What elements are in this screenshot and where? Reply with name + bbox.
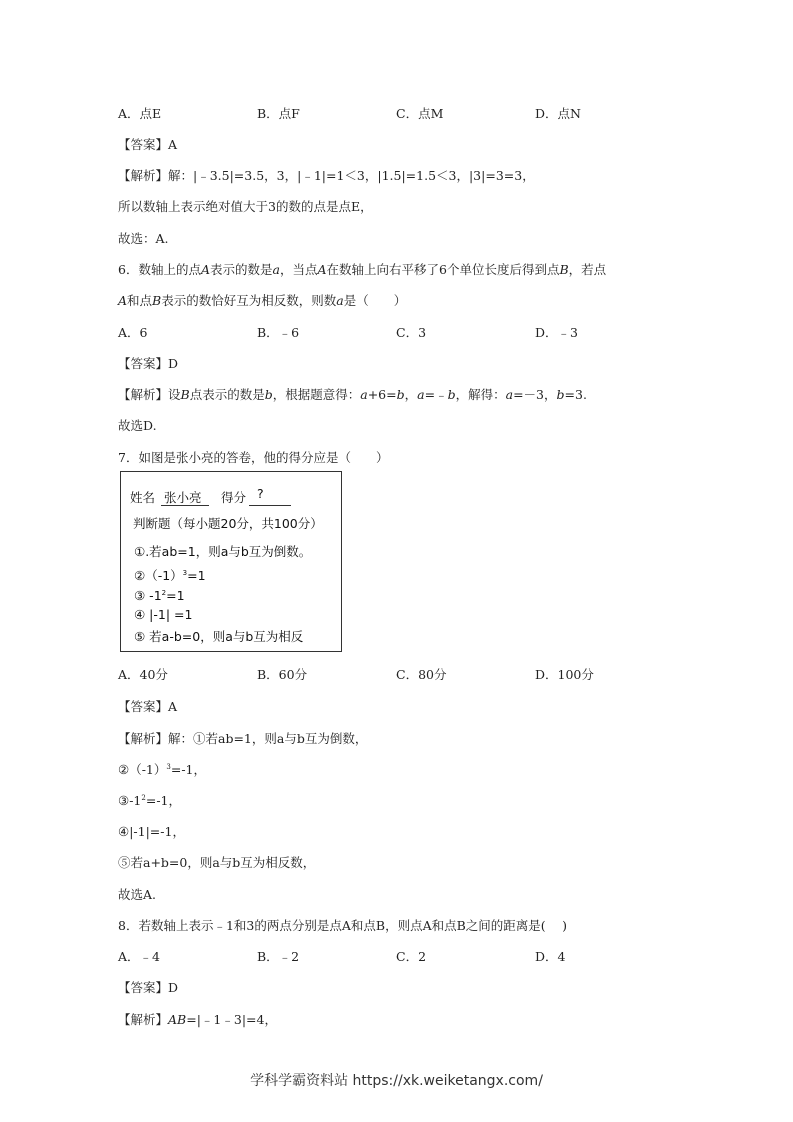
sheet-name-value: 张小亮 bbox=[164, 490, 202, 505]
q8-option-a: A．﹣4 bbox=[118, 949, 160, 964]
q6-var: B bbox=[152, 293, 162, 308]
q7-step-text: =-1， bbox=[145, 793, 182, 808]
q6-var: B bbox=[180, 387, 190, 402]
q6-text: =﹣ bbox=[424, 387, 448, 402]
score-underline bbox=[249, 505, 291, 506]
q6-var: A bbox=[200, 262, 210, 277]
q7-stem: 7．如图是张小亮的答卷，他的得分应是（ ） bbox=[118, 450, 389, 465]
q6-stem-line2 bbox=[118, 291, 406, 309]
q7-step-exponent: 3 bbox=[166, 762, 171, 771]
q6-text: +6= bbox=[367, 387, 397, 402]
q5-analysis: 【解析】解：|﹣3.5|=3.5，3，|﹣1|=1＜3，|1.5|=1.5＜3，|3|=3=3， bbox=[118, 168, 535, 183]
q7-option-a: A．40分 bbox=[118, 667, 168, 682]
q6-text: 在数轴上向右平移了6个单位长度后得到点 bbox=[326, 262, 560, 277]
q5-option-c: C．点M bbox=[396, 106, 444, 121]
q8-var: AB bbox=[168, 1012, 187, 1027]
q6-var: A bbox=[118, 293, 128, 308]
q7-answer: 【答案】A bbox=[118, 699, 178, 714]
q6-var: A bbox=[317, 262, 327, 277]
q7-step-2 bbox=[118, 760, 206, 778]
q6-text: ，根据题意得： bbox=[272, 387, 361, 402]
page-footer: 学科学霸资料站 https://xk.weiketangx.com/ bbox=[250, 1073, 543, 1089]
q5-options bbox=[118, 104, 718, 122]
sheet-score-label: 得分 bbox=[221, 490, 247, 505]
q6-var: a bbox=[505, 387, 514, 402]
q5-option-a: A．点E bbox=[118, 106, 162, 121]
sheet-item-text: ③ -1 bbox=[134, 588, 162, 603]
sheet-item-exponent: 3 bbox=[182, 568, 188, 577]
q8-text: =|﹣1﹣3|=4， bbox=[186, 1012, 277, 1027]
q6-var: a bbox=[336, 293, 344, 308]
q7-step-text: ③-1 bbox=[118, 793, 142, 808]
q6-option-a: A．6 bbox=[118, 325, 148, 340]
q8-option-d: D．4 bbox=[535, 949, 566, 964]
q7-options bbox=[118, 665, 718, 683]
q8-option-b: B．﹣2 bbox=[257, 949, 300, 964]
q6-var: b bbox=[264, 387, 273, 402]
q6-analysis bbox=[118, 385, 587, 403]
q7-option-d: D．100分 bbox=[535, 667, 594, 682]
q6-text: 点表示的数是 bbox=[189, 387, 265, 402]
q6-text: =－3， bbox=[513, 387, 557, 402]
q6-var: b bbox=[556, 387, 565, 402]
q7-option-b: B．60分 bbox=[257, 667, 308, 682]
q8-option-c: C．2 bbox=[396, 949, 427, 964]
q7-option-c: C．80分 bbox=[396, 667, 447, 682]
sheet-item-text: =1 bbox=[187, 568, 206, 583]
q6-var: b bbox=[396, 387, 405, 402]
q8-stem: 8．若数轴上表示﹣1和3的两点分别是点A和点B，则点A和点B之间的距离是( ) bbox=[118, 918, 568, 933]
q6-text: 【解析】设 bbox=[118, 387, 181, 402]
q6-text: 和点 bbox=[127, 293, 153, 308]
q6-conclusion: 故选D. bbox=[118, 418, 157, 433]
q5-analysis-line2: 所以数轴上表示绝对值大于3的数的点是点E， bbox=[118, 199, 373, 214]
sheet-item-2 bbox=[134, 566, 206, 584]
q6-text: 表示的数恰好互为相反数，则数 bbox=[161, 293, 337, 308]
q6-options bbox=[118, 323, 718, 341]
q5-conclusion: 故选：A. bbox=[118, 231, 169, 246]
q7-step-exponent: 2 bbox=[141, 793, 146, 802]
q6-var: a bbox=[272, 262, 280, 277]
q5-answer: 【答案】A bbox=[118, 137, 178, 152]
q6-text: =3. bbox=[564, 387, 587, 402]
q6-option-c: C．3 bbox=[396, 325, 427, 340]
q6-option-d: D．﹣3 bbox=[535, 325, 578, 340]
q7-step-text: ②（-1） bbox=[118, 762, 167, 777]
q7-step-text: =-1， bbox=[170, 762, 207, 777]
sheet-section-title: 判断题（每小题20分，共100分） bbox=[133, 516, 323, 531]
q5-option-b: B．点F bbox=[257, 106, 300, 121]
q5-option-d: D．点N bbox=[535, 106, 581, 121]
q8-options bbox=[118, 947, 718, 965]
sheet-item-exponent: 2 bbox=[161, 588, 167, 597]
q6-text: 是（ ） bbox=[343, 293, 407, 308]
q7-analysis: 【解析】解：①若ab=1，则a与b互为倒数， bbox=[118, 731, 368, 746]
name-underline bbox=[161, 505, 209, 506]
sheet-item-text: ②（-1） bbox=[134, 568, 183, 583]
sheet-item-1: ①.若ab=1，则a与b互为倒数。 bbox=[134, 544, 312, 559]
q6-answer: 【答案】D bbox=[118, 356, 179, 371]
q6-var: a bbox=[417, 387, 425, 402]
q6-text: ，解得： bbox=[455, 387, 506, 402]
sheet-score-value: ? bbox=[257, 486, 264, 501]
q7-step-4: ④|-1|=-1， bbox=[118, 824, 185, 839]
q7-step-5: ⑤若a+b=0，则a与b互为相反数， bbox=[118, 855, 316, 870]
q8-analysis bbox=[118, 1010, 277, 1028]
sheet-item-3 bbox=[134, 588, 185, 603]
q7-conclusion: 故选A. bbox=[118, 887, 157, 902]
q6-text: ， bbox=[404, 387, 418, 402]
q8-answer: 【答案】D bbox=[118, 980, 179, 995]
q7-step-3 bbox=[118, 791, 181, 809]
q6-var: a bbox=[360, 387, 368, 402]
q6-var: b bbox=[447, 387, 456, 402]
q6-text: ，若点 bbox=[568, 262, 607, 277]
sheet-name-label: 姓名 bbox=[130, 490, 156, 505]
q6-var: B bbox=[559, 262, 569, 277]
q6-stem-line1 bbox=[118, 260, 606, 278]
q8-text: 【解析】 bbox=[118, 1012, 169, 1027]
answer-sheet-figure bbox=[120, 471, 342, 652]
sheet-item-4: ④ |-1| =1 bbox=[134, 607, 193, 622]
q6-text: ，当点 bbox=[279, 262, 318, 277]
q6-text: 6．数轴上的点 bbox=[118, 262, 201, 277]
sheet-item-text: =1 bbox=[166, 588, 185, 603]
sheet-item-5: ⑤ 若a-b=0，则a与b互为相反 bbox=[134, 629, 304, 644]
q6-text: 表示的数是 bbox=[210, 262, 273, 277]
q6-option-b: B．﹣6 bbox=[257, 325, 300, 340]
